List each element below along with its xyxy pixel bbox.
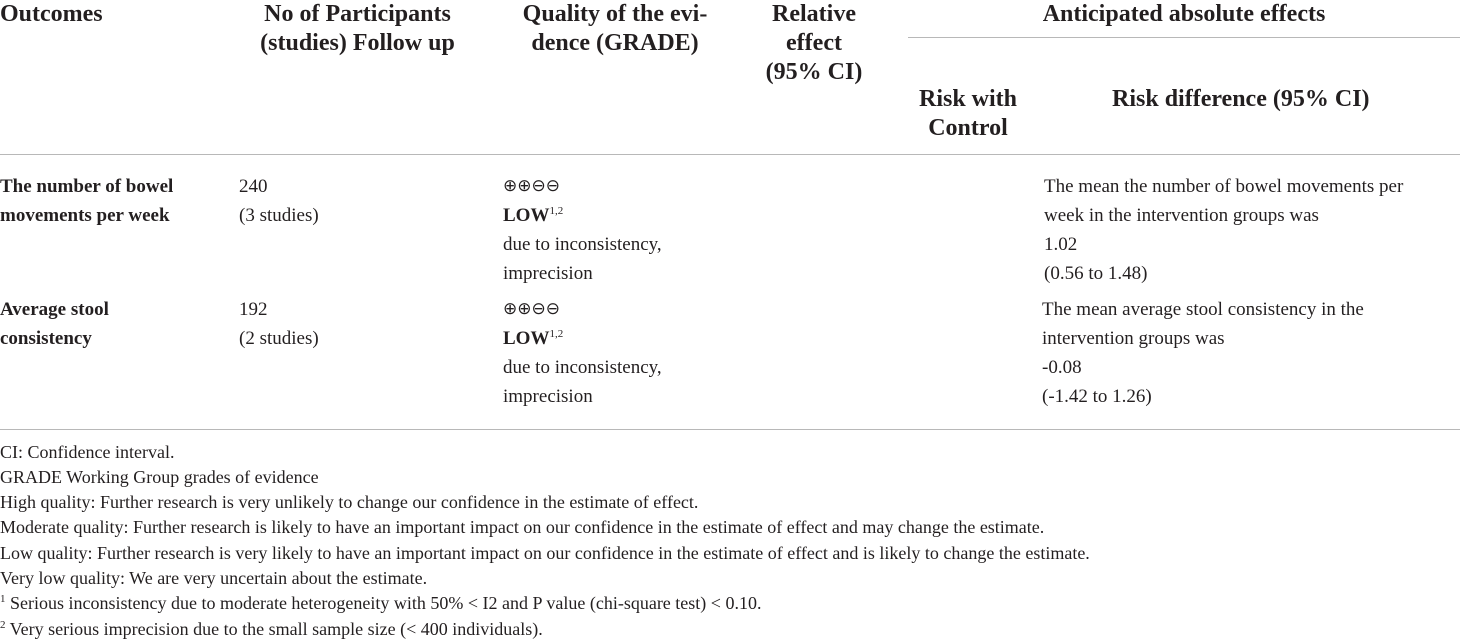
row1-risk-difference	[1044, 172, 1403, 288]
row2-certainty-reason1: due to inconsistency,	[503, 357, 662, 378]
row1-certainty-symbols: ⊕⊕⊖⊖	[503, 176, 560, 196]
row2-outcome-line2: consistency	[0, 328, 92, 349]
footnote-1-marker: 1	[0, 593, 6, 605]
header-participants-line2: (studies) Follow up	[260, 30, 455, 56]
row1-diff-ci: (0.56 to 1.48)	[1044, 263, 1148, 284]
row1-participants-count: 240	[239, 176, 268, 197]
row2-certainty-label: LOW	[503, 328, 550, 349]
footnote-very-low-quality: Very low quality: We are very uncertain about the estimate.	[0, 568, 428, 588]
row2-risk-difference	[1042, 295, 1364, 411]
header-risk-control-line2: Control	[928, 115, 1008, 141]
table-bottom-rule	[0, 429, 1460, 430]
row1-diff-line2: week in the intervention groups was	[1044, 205, 1319, 226]
row2-certainty	[503, 295, 662, 411]
row2-certainty-symbols: ⊕⊕⊖⊖	[503, 299, 560, 319]
header-quality-line2: dence (GRADE)	[531, 30, 699, 56]
footnote-2	[0, 618, 543, 640]
row1-certainty	[503, 172, 662, 288]
footnote-high-quality: High quality: Further research is very unlikely to change our confidence in the estimate of effect.	[0, 492, 699, 512]
header-risk-with-control	[906, 85, 1030, 143]
header-relative-effect	[755, 0, 873, 87]
row2-certainty-level	[503, 324, 662, 353]
header-quality	[505, 0, 725, 58]
header-relative-line1: Relative	[772, 1, 856, 27]
row1-diff-line1: The mean the number of bowel movements per	[1044, 176, 1404, 197]
footnote-2-marker: 2	[0, 619, 6, 631]
header-risk-control-line1: Risk with	[918, 86, 1018, 112]
row1-certainty-refs: 1,2	[549, 205, 564, 217]
row1-participants	[239, 172, 319, 230]
footnote-grade: GRADE Working Group grades of evidence	[0, 467, 319, 487]
row2-participants	[239, 295, 319, 353]
row1-diff-value: 1.02	[1044, 234, 1078, 255]
row2-diff-line1: The mean average stool consistency in the	[1042, 299, 1364, 320]
footnote-low-quality: Low quality: Further research is very likely to have an important impact on our confidence in the estimate of effect and is likely to change the estimate.	[0, 543, 1090, 563]
row2-studies: (2 studies)	[239, 328, 319, 349]
header-subrule	[908, 37, 1460, 38]
row2-certainty-reason2: imprecision	[503, 386, 593, 407]
footnote-1-text: Serious inconsistency due to moderate heterogeneity with 50% < I2 and P value (chi-square test) < 0.10.	[5, 593, 762, 613]
row2-participants-count: 192	[239, 299, 268, 320]
header-bottom-rule	[0, 154, 1460, 155]
row2-diff-value: -0.08	[1042, 357, 1082, 378]
header-outcomes: Outcomes	[0, 1, 103, 27]
row2-outcome-line1: Average stool	[0, 299, 109, 320]
row1-studies: (3 studies)	[239, 205, 319, 226]
row2-diff-ci: (-1.42 to 1.26)	[1042, 386, 1152, 407]
header-participants	[237, 0, 478, 58]
row2-diff-line2: intervention groups was	[1042, 328, 1225, 349]
header-relative-line2: effect	[786, 30, 842, 56]
header-quality-line1: Quality of the evi-	[522, 1, 708, 27]
footnote-1	[0, 592, 761, 614]
row1-certainty-reason1: due to inconsistency,	[503, 234, 662, 255]
footnote-moderate-quality: Moderate quality: Further research is likely to have an important impact on our confidence in the estimate of effect and may change the estimate.	[0, 517, 1045, 537]
row1-outcome-line1: The number of bowel	[0, 176, 174, 197]
row1-outcome-line2: movements per week	[0, 205, 170, 226]
footnote-2-text: Very serious imprecision due to the small sample size (< 400 individuals).	[5, 619, 543, 639]
header-risk-difference: Risk difference (95% CI)	[1112, 86, 1370, 112]
footnote-ci: CI: Confidence interval.	[0, 442, 175, 462]
row1-certainty-label: LOW	[503, 205, 550, 226]
row1-outcome	[0, 172, 173, 230]
row2-outcome	[0, 295, 109, 353]
row1-certainty-reason2: imprecision	[503, 263, 593, 284]
row1-certainty-level	[503, 201, 662, 230]
header-anticipated-effects: Anticipated absolute effects	[1042, 1, 1326, 27]
row2-certainty-refs: 1,2	[549, 328, 564, 340]
header-relative-line3: (95% CI)	[765, 59, 863, 85]
header-participants-line1: No of Participants	[264, 1, 451, 27]
